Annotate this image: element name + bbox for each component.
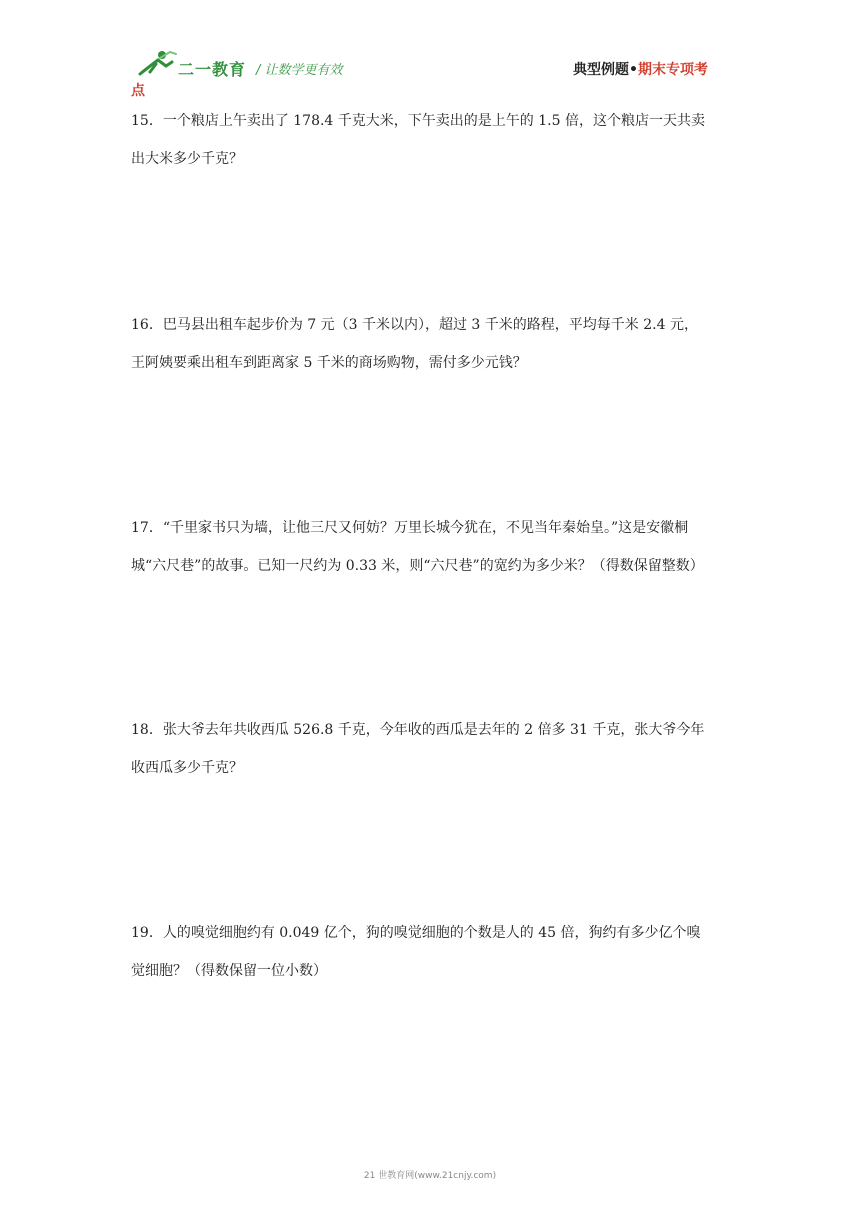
question-text-line: 18．张大爷去年共收西瓜 526.8 千克，今年收的西瓜是去年的 2 倍多 31 千克，张大爷今年 [131,722,705,738]
question-text-line: 19．人的嗅觉细胞约有 0.049 亿个，狗的嗅觉细胞的个数是人的 45 倍，狗约有多少亿个嗅 [131,925,701,941]
question-text-line: 出大米多少千克？ [131,151,243,167]
question-17 [131,509,731,585]
question-text-line: 收西瓜多少千克？ [131,760,243,776]
running-person-logo-icon [136,48,178,78]
question-15 [131,102,731,178]
question-16 [131,306,731,382]
question-text-line: 17．“千里家书只为墙，让他三尺又何妨？万里长城今犹在，不见当年秦始皇。”这是安徽桐 [131,520,689,536]
page-footer: 21 世教育网(www.21cnjy.com) [363,1171,497,1181]
question-text-line: 16．巴马县出租车起步价为 7 元（3 千米以内），超过 3 千米的路程，平均每千米 2.4 元， [131,317,698,333]
question-text-line: 15．一个粮店上午卖出了 178.4 千克大米，下午卖出的是上午的 1.5 倍，这个粮店一天共卖 [131,113,705,129]
section-tag-topic-wrap: 点 [131,83,145,99]
question-text-line: 觉细胞？（得数保留一位小数） [131,963,327,979]
brand-name: 二一教育 [178,60,247,79]
question-text-line: 城“六尺巷”的故事。已知一尺约为 0.33 米，则“六尺巷”的宽约为多少米？（得数保留整数） [131,558,704,574]
section-tag-type: 典型例题• [573,62,638,78]
question-18 [131,711,731,787]
section-tag-topic: 期末专项考 [637,62,708,78]
question-text-line: 王阿姨要乘出租车到距离家 5 千米的商场购物，需付多少元钱？ [131,355,527,371]
question-19 [131,914,731,990]
brand-slogan: / 让数学更有效 [256,63,343,78]
section-tag [573,59,708,79]
page-header [0,0,860,100]
